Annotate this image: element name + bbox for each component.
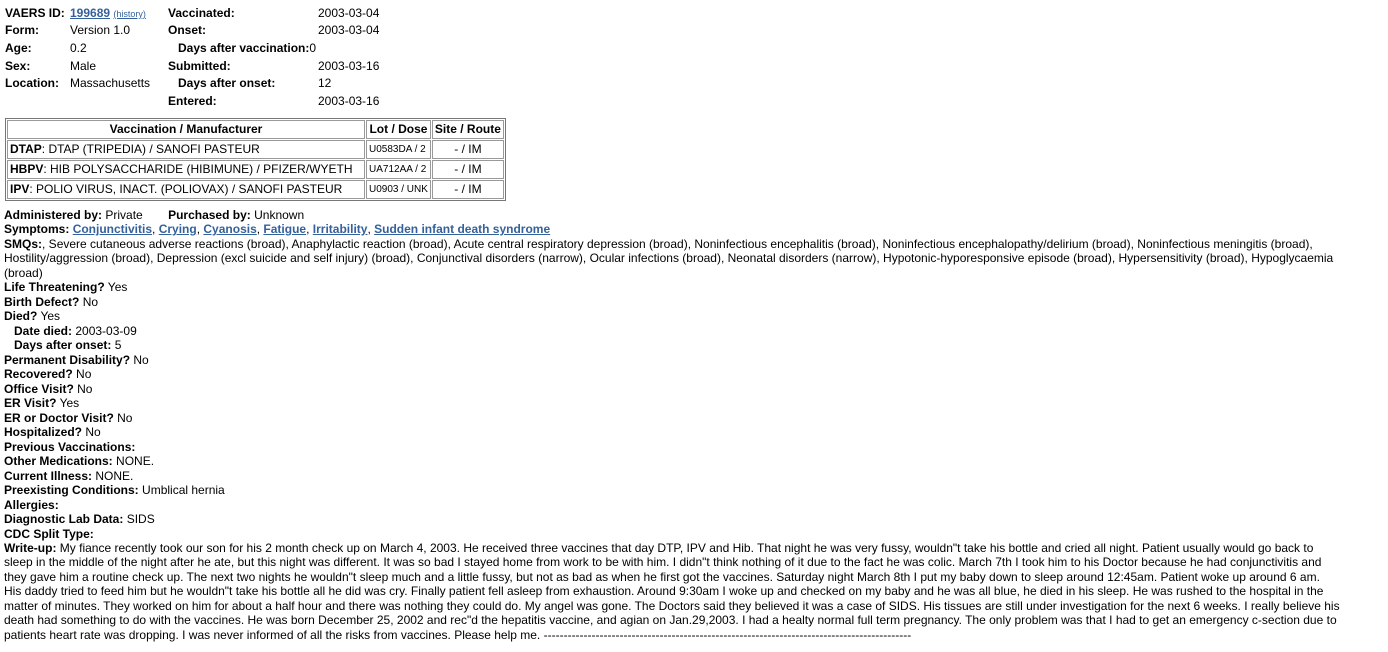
entered-label: Entered: — [168, 93, 217, 108]
smqs-line: Hostility/aggression (broad), Depression (excl suicide and self injury) (broad), Conjunctival disorders (narrow), Ocular infections (broad), Neonatal disorders (narrow), Hypotonic-hyporesponsive episode (broad), Hypersensitivity (broad), Hypoglycaemia — [4, 251, 1334, 266]
writeup-line: sleep in the middle of the night after he ate, but this night was different. It was so bad I stayed home from work to be with him. I didn"t think nothing of it due to the fact he was colic. March 7th I took him to his Doctor because he had conjunctivitis and — [4, 555, 1322, 570]
permanent-disability-row — [4, 353, 1384, 368]
location-label: Location: — [5, 76, 59, 91]
writeup-label: Write-up: — [4, 541, 57, 556]
died-row — [4, 309, 1384, 324]
form-label: Form: — [5, 23, 39, 38]
vaers-id-label: VAERS ID: — [5, 5, 65, 20]
symptom-link[interactable]: Crying — [158, 222, 197, 237]
vaccine-description: : HIB POLYSACCHARIDE (HIBIMUNE) / PFIZER/WYETH — [43, 162, 353, 177]
history-link[interactable]: (history) — [113, 8, 146, 19]
date-died-label: Date died: — [14, 323, 73, 338]
life-threatening-row — [4, 280, 1384, 295]
days-after-vaccination-value: 0 — [309, 40, 317, 55]
er-visit-label: ER Visit? — [4, 396, 57, 411]
vaccine-description: : DTAP (TRIPEDIA) / SANOFI PASTEUR — [41, 142, 260, 157]
recovered-label: Recovered? — [4, 367, 73, 382]
report-details — [4, 208, 1384, 642]
smqs-line: , Severe cutaneous adverse reactions (broad), Anaphylactic reaction (broad), Acute central respiratory depression (broad), Noninfectious encephalitis (broad), Noninfectious encephalopathy/delirium (broad), Noninfectious meningitis (broad), — [42, 236, 1313, 251]
other-medications-value: NONE. — [116, 454, 155, 469]
date-died-row — [4, 324, 1384, 339]
office-visit-value: No — [77, 381, 93, 396]
vaccine-code: IPV — [10, 182, 30, 197]
life-threatening-label: Life Threatening? — [4, 280, 105, 295]
preexisting-conditions-label: Preexisting Conditions: — [4, 483, 139, 498]
days-after-onset-value: 12 — [318, 76, 332, 91]
diagnostic-lab-label: Diagnostic Lab Data: — [4, 512, 124, 527]
symptom-link[interactable]: Cyanosis — [203, 222, 257, 237]
allergies-row — [4, 498, 1384, 513]
birth-defect-row — [4, 295, 1384, 310]
onset-label: Onset: — [168, 23, 207, 38]
vaccine-row — [7, 180, 504, 199]
days-after-onset-label: Days after onset: — [178, 76, 276, 91]
purchased-value: Unknown — [254, 207, 305, 222]
er-visit-value: Yes — [59, 396, 80, 411]
current-illness-value: NONE. — [95, 468, 134, 483]
er-doctor-visit-row — [4, 411, 1384, 426]
administered-purchased — [4, 208, 1384, 223]
form-value: Version 1.0 — [70, 23, 131, 38]
died-value: Yes — [40, 309, 61, 324]
vaccine-description: : POLIO VIRUS, INACT. (POLIOVAX) / SANOFI PASTEUR — [29, 182, 343, 197]
vaers-id-link[interactable]: 199689 — [70, 5, 111, 20]
vaccination-table — [5, 118, 506, 201]
site-route-column-header: Site / Route — [432, 120, 504, 139]
diagnostic-lab-value: SIDS — [126, 512, 155, 527]
symptom-link[interactable]: Conjunctivitis — [72, 222, 153, 237]
other-medications-label: Other Medications: — [4, 454, 113, 469]
hospitalized-value: No — [85, 425, 101, 440]
writeup-line: His daddy tried to feed him but he wouldn"t take his bottle all he did was cry. Finally patient fell asleep from exhaustion. Around 9:30am I woke up and checked on my baby and he was all blue, he died in his sleep. He was rushed to the hospital in the — [4, 584, 1324, 599]
symptom-link[interactable]: Irritability — [312, 222, 368, 237]
vaccine-lot: UA712AA / 2 — [366, 160, 431, 179]
symptoms-row: Symptoms: Conjunctivitis, Crying, Cyanosis, Fatigue, Irritability, Sudden infant death syndrome — [4, 222, 551, 237]
preexisting-conditions-row — [4, 483, 1384, 498]
age-label: Age: — [5, 40, 32, 55]
allergies-label: Allergies: — [4, 497, 59, 512]
writeup-line: patients heart rate was dropping. I was never informed of all the risks from vaccines. Please help me. -------------------------------------------------------------------------------------------- — [4, 627, 912, 642]
age-value: 0.2 — [70, 40, 87, 55]
vaccination-column-header: Vaccination / Manufacturer — [7, 120, 365, 139]
administered-label: Administered by: — [4, 207, 103, 222]
writeup-row — [4, 541, 1384, 642]
days-onset-label: Days after onset: — [14, 338, 112, 353]
office-visit-label: Office Visit? — [4, 381, 74, 396]
previous-vaccinations-row — [4, 440, 1384, 455]
writeup-line: they gave him a routine check up. The next two nights he wouldn"t sleep much and a little fussy, but not as bad as when he first got the vaccines. Saturday night March 8th I put my baby down to sleep around 12:45am. Patient woke up around 6 am. — [4, 569, 1320, 584]
administered-value: Private — [105, 207, 143, 222]
birth-defect-value: No — [82, 294, 99, 309]
entered-value: 2003-03-16 — [318, 93, 380, 108]
writeup-line: matter of minutes. They worked on him for about a half hour and there was nothing they could do. My angel was gone. The Doctors said they believed it was a case of SIDS. His tissues are still under investigation for the next 6 weeks. I really believe his — [4, 598, 1340, 613]
date-died-value: 2003-03-09 — [75, 323, 137, 338]
er-doctor-visit-label: ER or Doctor Visit? — [4, 410, 114, 425]
days-after-vaccination-label: Days after vaccination: — [178, 40, 310, 55]
vaccine-row — [7, 160, 504, 179]
vaccine-code: HBPV — [10, 162, 44, 177]
diagnostic-lab-row — [4, 512, 1384, 527]
died-label: Died? — [4, 309, 38, 324]
current-illness-label: Current Illness: — [4, 468, 93, 483]
previous-vaccinations-label: Previous Vaccinations: — [4, 439, 136, 454]
days-onset-value: 5 — [114, 338, 122, 353]
cdc-split-type-label: CDC Split Type: — [4, 526, 94, 541]
recovered-row — [4, 367, 1384, 382]
er-visit-row — [4, 396, 1384, 411]
sex-label: Sex: — [5, 58, 31, 73]
permanent-disability-label: Permanent Disability? — [4, 352, 131, 367]
preexisting-conditions-value: Umblical hernia — [142, 483, 225, 498]
vaccinated-label: Vaccinated: — [168, 5, 235, 20]
symptoms-label: Symptoms: — [4, 222, 70, 237]
vaccine-lot: U0903 / UNK — [366, 180, 431, 199]
writeup-line: My fiance recently took our son for his 2 month check up on March 4, 2003. He received three vaccines that day DTP, IPV and Hib. That night he was very fussy, wouldn"t take his bottle and cried all night. Patient usually would go back to — [59, 541, 1314, 556]
vaers-id-cell — [70, 4, 168, 22]
vaccine-lot: U0583DA / 2 — [366, 140, 431, 159]
vaccine-row — [7, 140, 504, 159]
vaccine-code: DTAP — [10, 142, 42, 157]
sex-value: Male — [70, 58, 97, 73]
office-visit-row — [4, 382, 1384, 397]
submitted-value: 2003-03-16 — [318, 58, 380, 73]
cdc-split-type-row — [4, 527, 1384, 542]
smqs-row — [4, 237, 1384, 281]
permanent-disability-value: No — [133, 352, 149, 367]
recovered-value: No — [76, 367, 92, 382]
vaccinated-value: 2003-03-04 — [318, 5, 380, 20]
vaccine-site: - / IM — [432, 180, 504, 199]
location-value: Massachusetts — [70, 76, 151, 91]
vaccine-site: - / IM — [432, 160, 504, 179]
smqs-label: SMQs: — [4, 236, 43, 251]
submitted-label: Submitted: — [168, 58, 231, 73]
hospitalized-label: Hospitalized? — [4, 425, 83, 440]
current-illness-row — [4, 469, 1384, 484]
symptom-link[interactable]: Fatigue — [263, 222, 307, 237]
symptom-link[interactable]: Sudden infant death syndrome — [374, 222, 551, 237]
purchased-label: Purchased by: — [168, 207, 251, 222]
vaccine-site: - / IM — [432, 140, 504, 159]
other-medications-row — [4, 454, 1384, 469]
smqs-line: (broad) — [4, 265, 43, 280]
er-doctor-visit-value: No — [117, 410, 133, 425]
days-onset-row — [4, 338, 1384, 353]
life-threatening-value: Yes — [107, 280, 128, 295]
lot-dose-column-header: Lot / Dose — [366, 120, 431, 139]
hospitalized-row — [4, 425, 1384, 440]
writeup-line: death had something to do with the vaccines. He was born December 25, 2002 and rec"d the hepatitis vaccine, and agian on Jan.29,2003. I had a healty normal full term pregnancy. The only problem was that I had to get an emergency c-section due to — [4, 613, 1337, 628]
days-after-vaccination — [168, 39, 379, 57]
report-header — [5, 4, 379, 110]
onset-value: 2003-03-04 — [318, 23, 380, 38]
birth-defect-label: Birth Defect? — [4, 294, 80, 309]
